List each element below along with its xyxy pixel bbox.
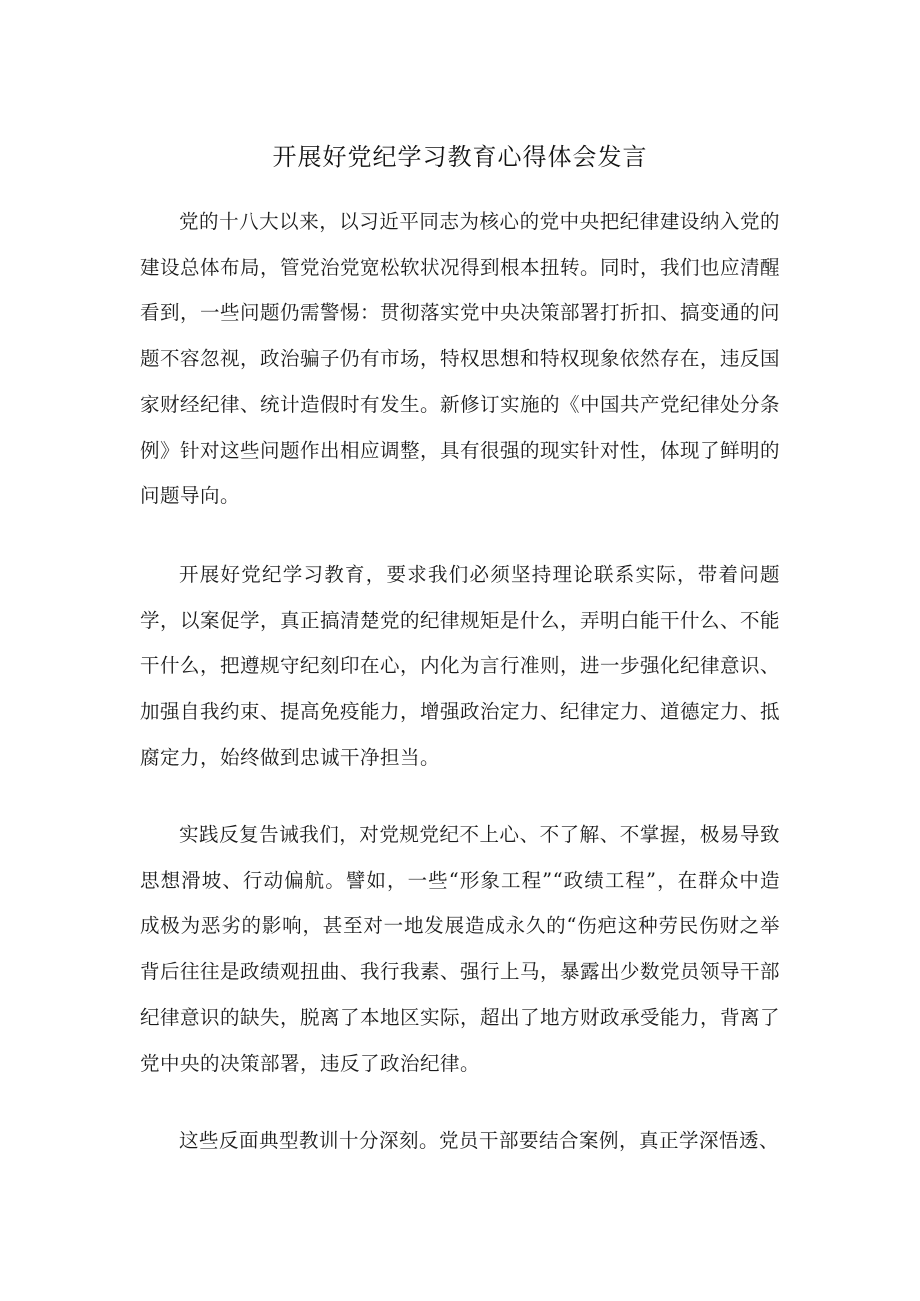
paragraph-1: 党的十八大以来，以习近平同志为核心的党中央把纪律建设纳入党的建设总体布局，管党治党宽松软状况得到根本扭转。同时，我们也应清醒看到，一些问题仍需警惕：贯彻落实党中央决策部署打折扣、搞变通的问题不容忽视，政治骗子仍有市场，特权思想和特权现象依然存在，违反国家财经纪律、统计造假时有发生。新修订实施的《中国共产党纪律处分条例》针对这些问题作出相应调整，具有很强的现实针对性，体现了鲜明的问题导向。 xyxy=(140,210,781,508)
paragraph-3: 实践反复告诫我们，对党规党纪不上心、不了解、不掌握，极易导致思想滑坡、行动偏航。譬如，一些“形象工程”“政绩工程”，在群众中造成极为恶劣的影响，甚至对一地发展造成永久的“伤疤这种劳民伤财之举背后往往是政绩观扭曲、我行我素、强行上马，暴露出少数党员领导干部纪律意识的缺失，脱离了本地区实际，超出了地方财政承受能力，背离了党中央的决策部署，违反了政治纪律。 xyxy=(140,823,781,1075)
paragraph-4: 这些反面典型教训十分深刻。党员干部要结合案例，真正学深悟透、 xyxy=(179,1129,780,1152)
document-title: 开展好党纪学习教育心得体会发言 xyxy=(272,143,648,171)
paragraph-2: 开展好党纪学习教育，要求我们必须坚持理论联系实际，带着问题学，以案促学，真正搞清楚党的纪律规矩是什么，弄明白能干什么、不能干什么，把遵规守纪刻印在心，内化为言行准则，进一步强化纪律意识、加强自我约束、提高免疫能力，增强政治定力、纪律定力、道德定力、抵腐定力，始终做到忠诚干净担当。 xyxy=(140,563,781,769)
